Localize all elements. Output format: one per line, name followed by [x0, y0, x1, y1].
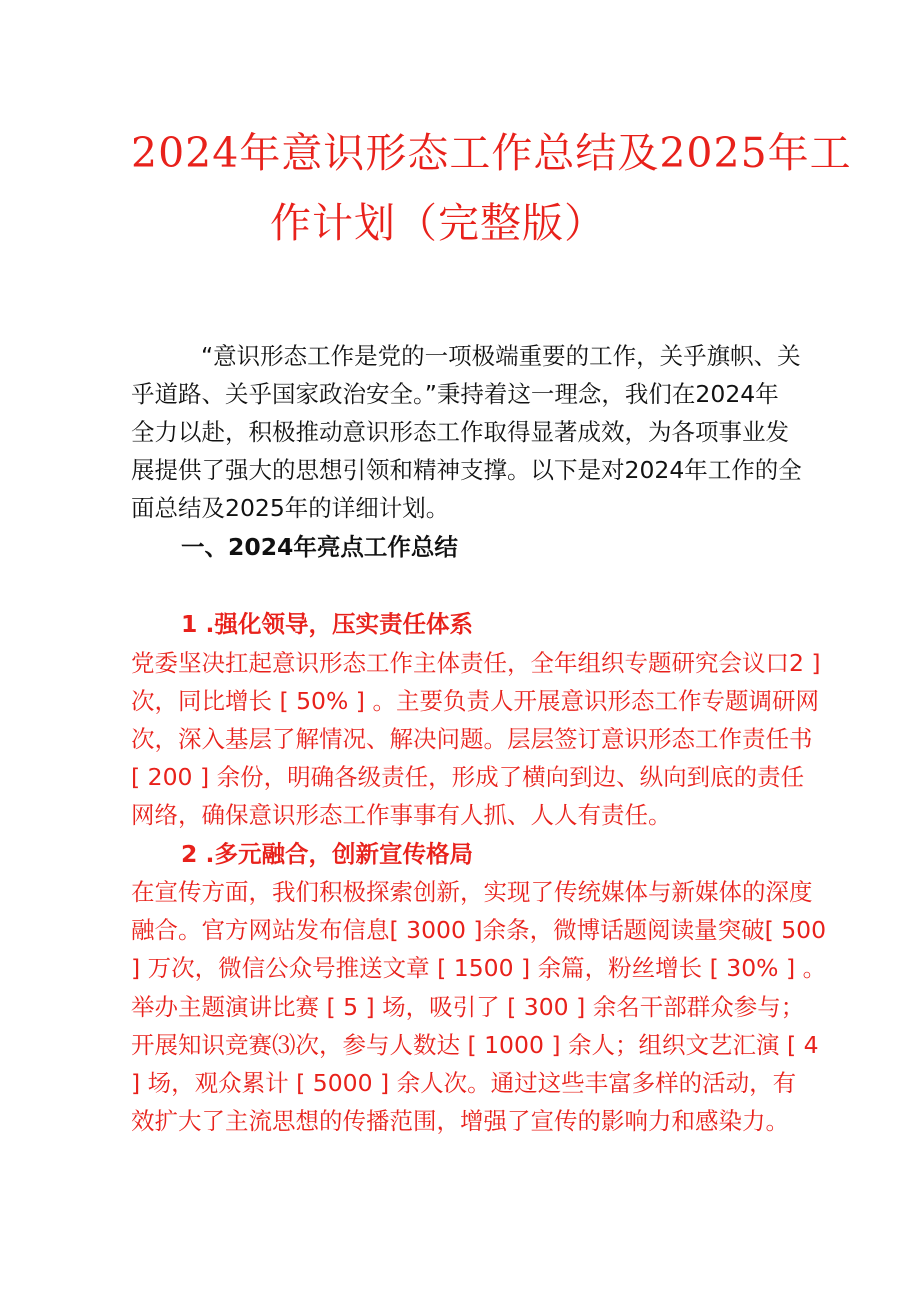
paragraph-line: 网络，确保意识形态工作事事有人抓、人人有责任。: [131, 801, 672, 829]
paragraph-line: 举办主题演讲比赛 [ 5 ] 场，吸引了 [ 300 ] 余名干部群众参与；: [131, 993, 805, 1021]
paragraph-line: 在宣传方面，我们积极探索创新，实现了传统媒体与新媒体的深度: [131, 878, 813, 906]
paragraph-line: 开展知识竞赛⑶次，参与人数达 [ 1000 ] 余人；组织文艺汇演 [ 4: [131, 1031, 819, 1059]
paragraph-line: [ 200 ] 余份，明确各级责任，形成了横向到边、纵向到底的责任: [131, 763, 805, 791]
intro-line: 面总结及2025年的详细计划。: [131, 494, 450, 522]
section-heading: 一、2024年亮点工作总结: [181, 533, 458, 561]
document-title-line-2: 作计划（完整版）: [270, 199, 606, 247]
intro-line: 全力以赴，积极推动意识形态工作取得显著成效，为各项事业发: [131, 418, 789, 446]
paragraph-line: 党委坚决扛起意识形态工作主体责任，全年组织专题研究会议口2 ]: [131, 649, 821, 677]
paragraph-line: 效扩大了主流思想的传播范围，增强了宣传的影响力和感染力。: [131, 1107, 789, 1135]
paragraph-line: 次，深入基层了解情况、解决问题。层层签订意识形态工作责任书: [131, 725, 813, 753]
intro-line: 乎道路、关乎国家政治安全。”秉持着这一理念，我们在2024年: [131, 380, 779, 408]
document-title-line-1: 2024年意识形态工作总结及2025年工: [131, 129, 852, 177]
intro-line: “意识形态工作是党的一项极端重要的工作，关乎旗帜、关: [201, 342, 801, 370]
intro-line: 展提供了强大的思想引领和精神支撑。以下是对2024年工作的全: [131, 456, 802, 484]
subsection-heading: 2 .多元融合，创新宣传格局: [181, 840, 473, 868]
paragraph-line: ] 万次，微信公众号推送文章 [ 1500 ] 余篇，粉丝增长 [ 30% ] 。: [131, 954, 827, 982]
paragraph-line: 次，同比增长 [ 50% ] 。主要负责人开展意识形态工作专题调研网: [131, 687, 819, 715]
subsection-heading: 1 .强化领导，压实责任体系: [181, 610, 473, 638]
paragraph-line: ] 场，观众累计 [ 5000 ] 余人次。通过这些丰富多样的活动，有: [131, 1069, 797, 1097]
paragraph-line: 融合。官方网站发布信息[ 3000 ]余条，微博话题阅读量突破[ 500: [131, 916, 827, 944]
